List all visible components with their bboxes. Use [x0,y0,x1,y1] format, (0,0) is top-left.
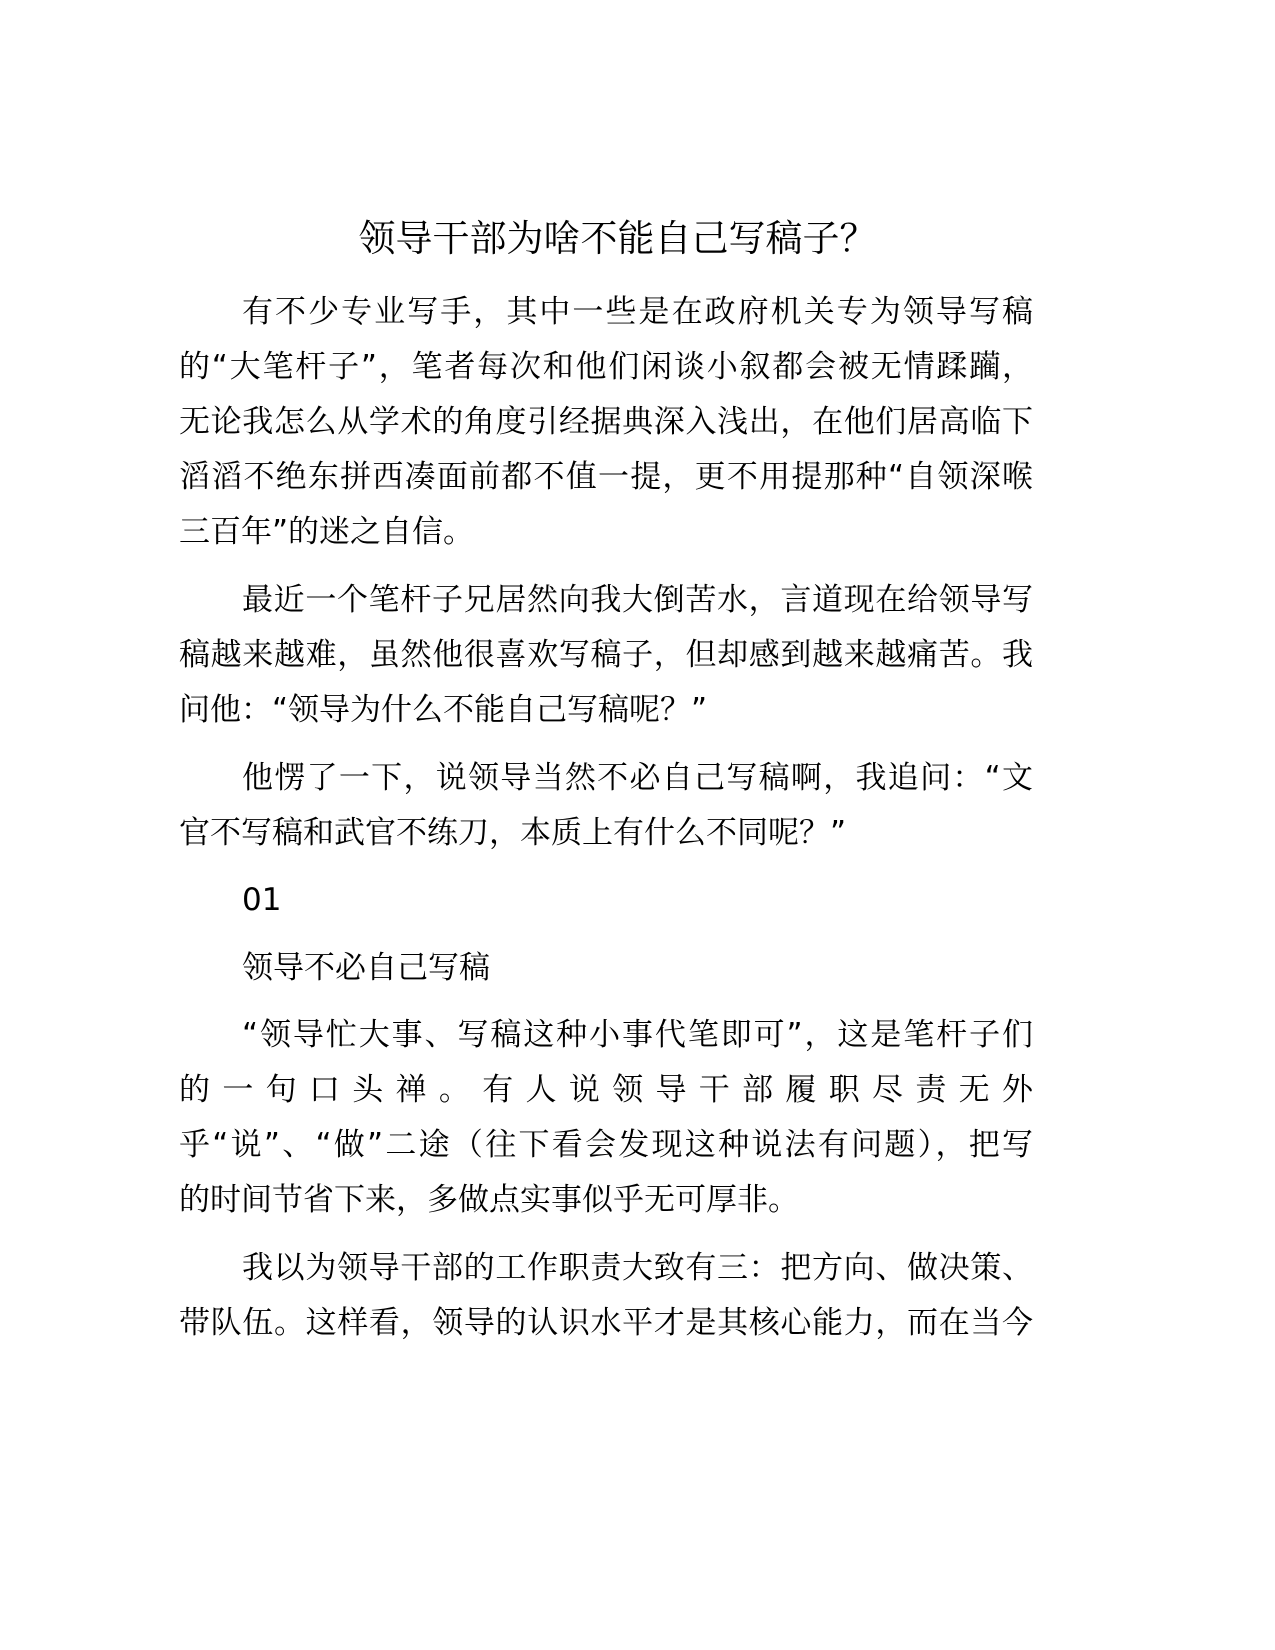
paragraph-1-line-1: 有不少专业写手，其中一些是在政府机关专为领导写稿 [242,294,1033,330]
section-paragraph-1-line-3: 乎“说”、“做”二途（往下看会发现这种说法有问题），把写 [179,1127,1033,1163]
paragraph-3-line-1: 他愣了一下，说领导当然不必自己写稿啊，我追问：“文 [242,760,1033,796]
section-paragraph-2-line-2: 带队伍。这样看，领导的认识水平才是其核心能力，而在当今 [179,1305,1033,1341]
paragraph-1-line-3: 无论我怎么从学术的角度引经据典深入浅出，在他们居高临下 [179,404,1033,440]
section-number: 01 [242,882,282,918]
paragraph-3-line-2: 官不写稿和武官不练刀，本质上有什么不同呢？” [179,815,847,851]
section-paragraph-1-line-2: 的一句口头禅。有人说领导干部履职尽责无外 [179,1072,1033,1108]
paragraph-2-line-2: 稿越来越难，虽然他很喜欢写稿子，但却感到越来越痛苦。我 [179,637,1033,673]
section-paragraph-1-line-1: “领导忙大事、写稿这种小事代笔即可”，这是笔杆子们 [242,1017,1033,1053]
paragraph-1-line-4: 滔滔不绝东拼西凑面前都不值一提，更不用提那种“自领深喉 [179,459,1033,495]
paragraph-1-line-5: 三百年”的迷之自信。 [179,514,475,550]
paragraph-2-line-3: 问他：“领导为什么不能自己写稿呢？” [179,692,708,728]
section-heading: 领导不必自己写稿 [242,950,490,986]
section-paragraph-1-line-4: 的时间节省下来，多做点实事似乎无可厚非。 [179,1182,799,1218]
paragraph-2-line-1: 最近一个笔杆子兄居然向我大倒苦水，言道现在给领导写 [242,582,1033,618]
document-title: 领导干部为啥不能自己写稿子？ [358,217,877,260]
section-paragraph-2-line-1: 我以为领导干部的工作职责大致有三：把方向、做决策、 [242,1250,1033,1286]
paragraph-1-line-2: 的“大笔杆子”，笔者每次和他们闲谈小叙都会被无情蹂躏， [179,349,1033,385]
